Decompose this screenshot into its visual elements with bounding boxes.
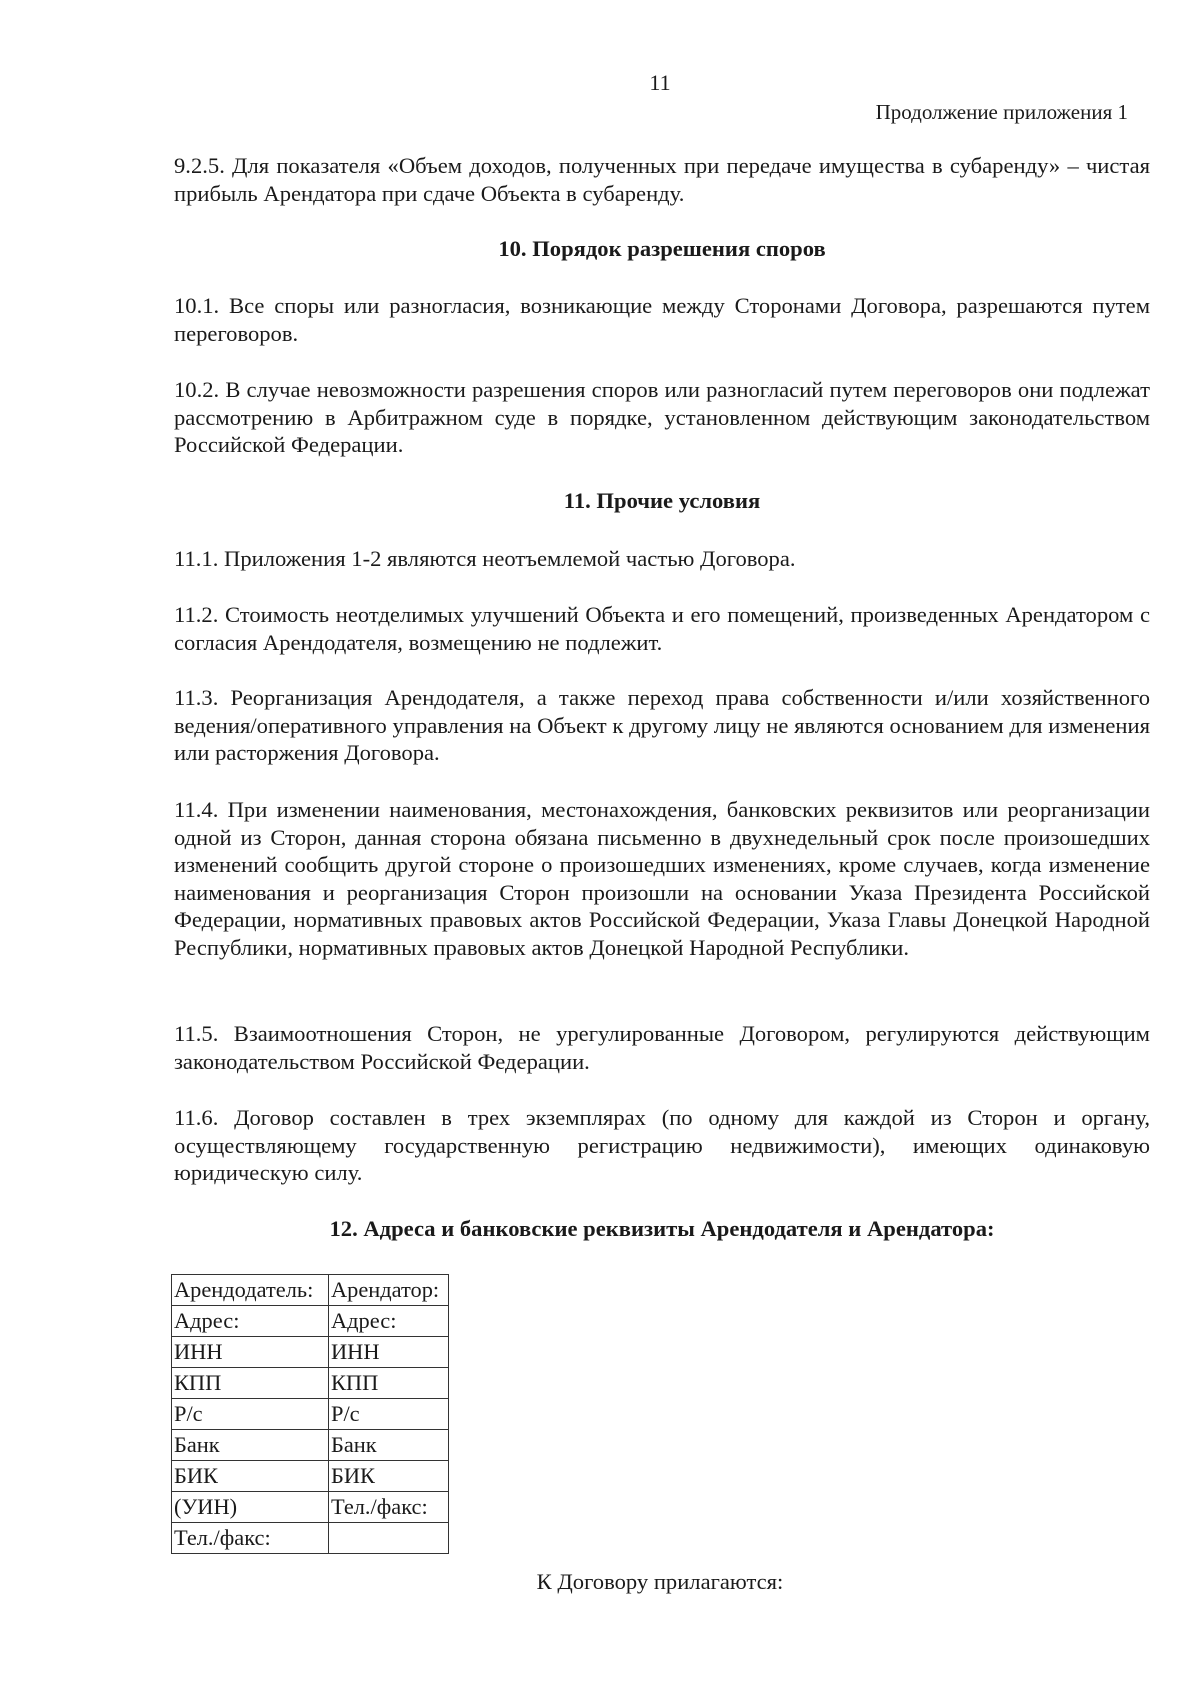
paragraph-11-5 <box>174 1020 1150 1075</box>
paragraph-text: 11.1. Приложения 1-2 являются неотъемлемой частью Договора. <box>174 546 796 571</box>
tenant-cell: БИК <box>329 1461 449 1492</box>
paragraph-text: 11.3. Реорганизация Арендодателя, а также переход права собственности и/или хозяйственного ведения/оперативного управления на Объект к другому лицу не являются основанием для изменения или расторжения Договора. <box>174 685 1150 765</box>
paragraph-11-4 <box>174 796 1150 961</box>
landlord-cell: Р/с <box>172 1399 329 1430</box>
tenant-cell: Р/с <box>329 1399 449 1430</box>
table-row <box>172 1492 449 1523</box>
tenant-cell: Арендатор: <box>329 1275 449 1306</box>
landlord-cell: БИК <box>172 1461 329 1492</box>
continuation-label: Продолжение приложения 1 <box>875 100 1128 124</box>
paragraph-11-2 <box>174 601 1150 656</box>
tenant-cell: Адрес: <box>329 1306 449 1337</box>
tenant-cell: ИНН <box>329 1337 449 1368</box>
paragraph-text: 10.2. В случае невозможности разрешения споров или разногласий путем переговоров они подлежат рассмотрению в Арбитражном суде в порядке, установленном действующим законодательством Российской Федерации. <box>174 377 1150 457</box>
paragraph-10-1 <box>174 292 1150 347</box>
table-row <box>172 1275 449 1306</box>
tenant-cell: КПП <box>329 1368 449 1399</box>
table-row <box>172 1337 449 1368</box>
landlord-cell: Тел./факс: <box>172 1523 329 1554</box>
landlord-cell: ИНН <box>172 1337 329 1368</box>
paragraph-10-2 <box>174 376 1150 459</box>
paragraph-text: 10.1. Все споры или разногласия, возникающие между Сторонами Договора, разрешаются путем переговоров. <box>174 293 1150 346</box>
paragraph-text: 11.5. Взаимоотношения Сторон, не урегулированные Договором, регулируются действующим законодательством Российской Федерации. <box>174 1021 1150 1074</box>
table-row <box>172 1368 449 1399</box>
tenant-cell <box>329 1523 449 1554</box>
tenant-cell: Тел./факс: <box>329 1492 449 1523</box>
paragraph-11-1 <box>174 545 1150 573</box>
paragraph-text: 11.6. Договор составлен в трех экземплярах (по одному для каждой из Сторон и органу, осуществляющему государственную регистрацию недвижимости), имеющих одинаковую юридическую силу. <box>174 1105 1150 1185</box>
table-row <box>172 1306 449 1337</box>
landlord-cell: Арендодатель: <box>172 1275 329 1306</box>
paragraph-9-2-5 <box>174 152 1150 207</box>
paragraph-text: 9.2.5. Для показателя «Объем доходов, полученных при передаче имущества в субаренду» – чистая прибыль Арендатора при сдаче Объекта в субаренду. <box>174 153 1150 206</box>
paragraph-text: 11.4. При изменении наименования, местонахождения, банковских реквизитов или реорганизации одной из Сторон, данная сторона обязана письменно в двухнедельный срок после произошедших изменений сообщить другой стороне о произошедших изменениях, кроме случаев, когда изменение наименования и реорганизация Сторон произошли на основании Указа Президента Российской Федерации, нормативных правовых актов Российской Федерации, Указа Главы Донецкой Народной Республики, нормативных правовых актов Донецкой Народной Республики. <box>174 797 1150 960</box>
paragraph-text: 11.2. Стоимость неотделимых улучшений Объекта и его помещений, произведенных Арендатором с согласия Арендодателя, возмещению не подлежит. <box>174 602 1150 655</box>
paragraph-11-6 <box>174 1104 1150 1187</box>
section-12-title: 12. Адреса и банковские реквизиты Арендодателя и Арендатора: <box>329 1216 995 1241</box>
requisites-table <box>171 1274 449 1554</box>
table-row <box>172 1399 449 1430</box>
tenant-cell: Банк <box>329 1430 449 1461</box>
landlord-cell: КПП <box>172 1368 329 1399</box>
section-11-title: 11. Прочие условия <box>563 488 761 513</box>
landlord-cell: Банк <box>172 1430 329 1461</box>
table-row <box>172 1430 449 1461</box>
page-number: 11 <box>649 70 671 95</box>
landlord-cell: (УИН) <box>172 1492 329 1523</box>
paragraph-11-3 <box>174 684 1150 767</box>
landlord-cell: Адрес: <box>172 1306 329 1337</box>
section-10-title: 10. Порядок разрешения споров <box>498 236 826 261</box>
table-row <box>172 1523 449 1554</box>
attachments-label: К Договору прилагаются: <box>536 1569 784 1594</box>
table-row <box>172 1461 449 1492</box>
